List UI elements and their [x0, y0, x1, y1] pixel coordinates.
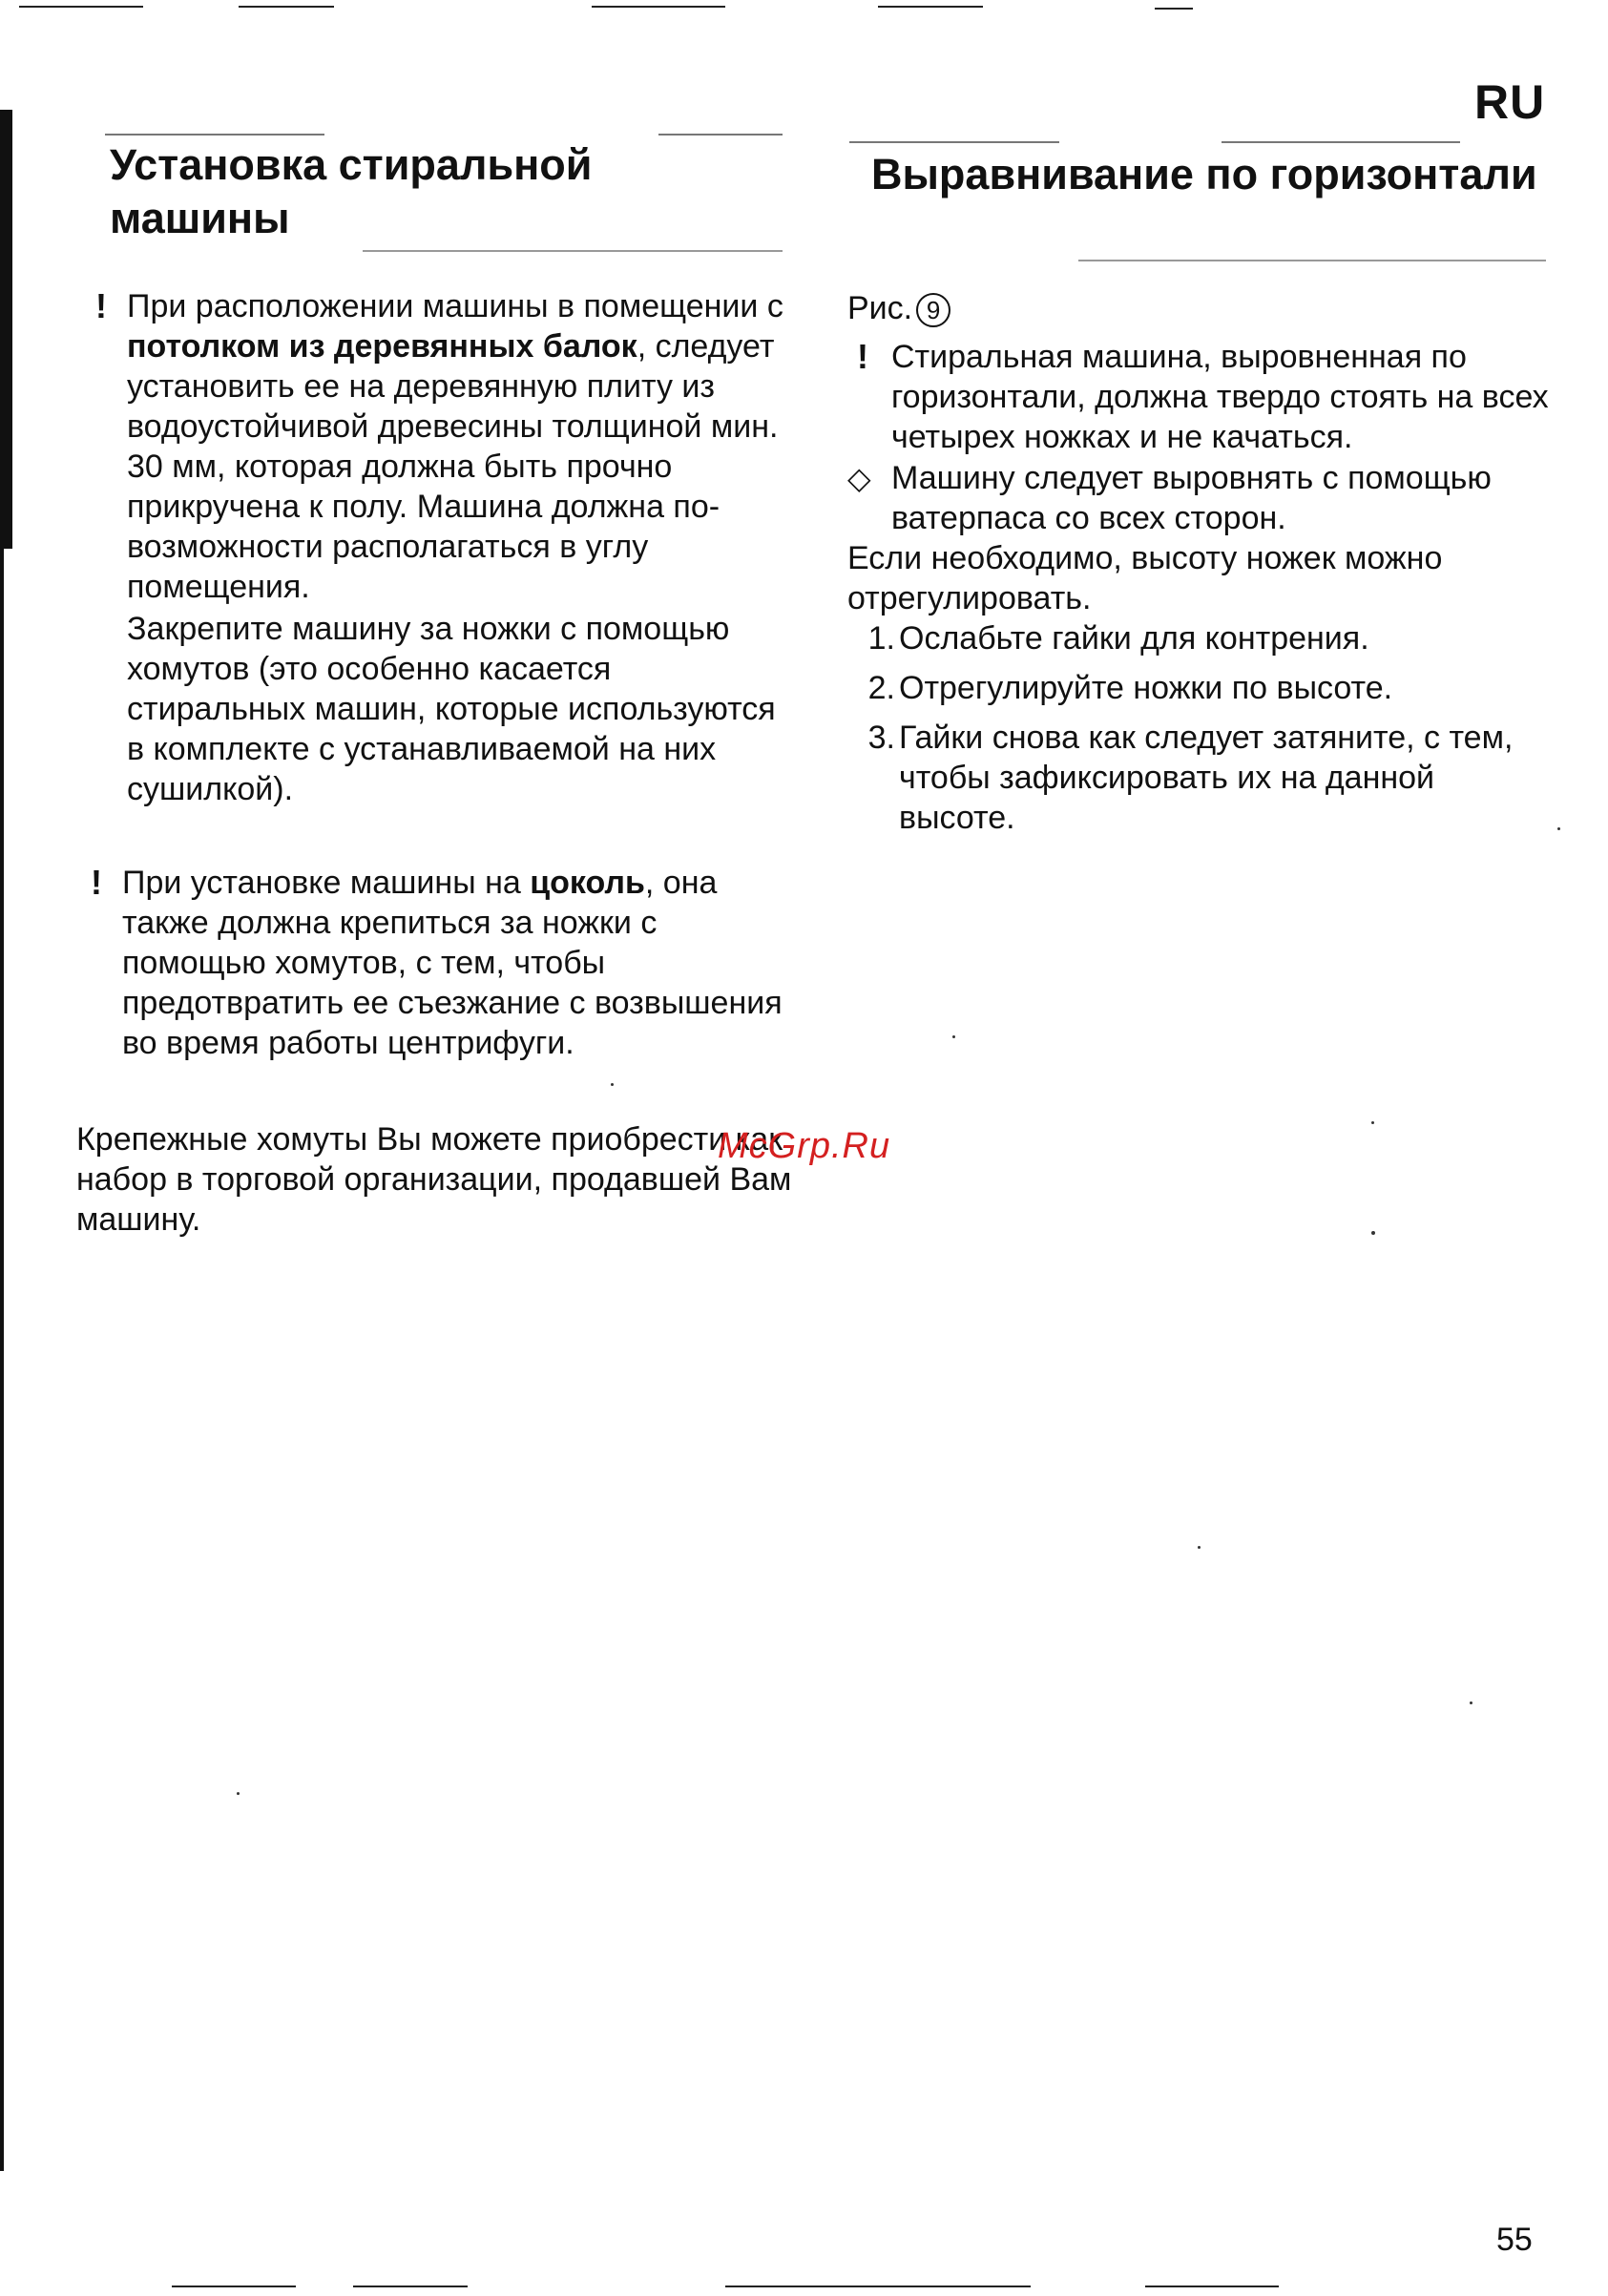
warning-text: При установке машины на [122, 865, 531, 901]
warning-emphasis: цоколь [530, 865, 645, 901]
watermark: McGrp.Ru [718, 1126, 891, 1166]
scan-speck [1371, 1121, 1374, 1124]
section-title-leveling: Выравнивание по горизонтали [871, 150, 1537, 198]
warning-text: , она также должна крепиться за ножки с помощью хомутов, с тем, чтобы предотвратить ее съезжание с возвышения во время работы центрифуги. [122, 865, 783, 1061]
scan-bottom-line [1145, 2286, 1279, 2287]
adjustment-steps [847, 618, 1554, 847]
title-frame-line [849, 141, 1059, 143]
scan-speck [1557, 827, 1560, 830]
warning-block-plinth [91, 863, 792, 1063]
language-badge: RU [1474, 75, 1546, 129]
scan-speck [611, 1083, 614, 1086]
step-number: 2. [867, 670, 895, 706]
scan-speck [952, 1035, 955, 1038]
adjustment-step [847, 718, 1554, 838]
scan-speck [1371, 1231, 1375, 1235]
diamond-icon: ◇ [847, 461, 871, 495]
adjustment-step [847, 618, 1554, 658]
scan-top-line [878, 6, 983, 8]
warning-block-leveling [857, 337, 1554, 457]
step-number: 3. [867, 720, 895, 756]
title-frame-line [363, 250, 783, 252]
scan-speck [1470, 1701, 1472, 1704]
tip-text: Машину следует выровнять с помощью ватерпаса со всех сторон. [891, 460, 1492, 536]
scan-top-line [239, 6, 334, 8]
scan-top-line [1155, 8, 1193, 10]
exclamation-icon: ! [95, 286, 107, 325]
scan-bottom-line [172, 2286, 296, 2287]
warning-text: , следует установить ее на деревянную плиту из водоустойчивой древесины толщиной мин. 30 мм, которая должна быть прочно прикручена к полу. Машина должна по-возможности располагаться в углу помещения. [127, 328, 779, 605]
exclamation-icon: ! [91, 863, 102, 902]
warning-text: При расположении машины в помещении с [127, 288, 783, 324]
section-title-installation: Установка стиральной машины [110, 140, 593, 242]
title-frame-line [1222, 141, 1460, 143]
warning-emphasis: потолком из деревянных балок [127, 328, 637, 365]
step-text: Отрегулируйте ножки по высоте. [899, 670, 1393, 706]
step-number: 1. [867, 620, 895, 657]
scan-top-line [592, 6, 725, 8]
tip-block-spirit-level [847, 458, 1554, 538]
page-number: 55 [1496, 2222, 1533, 2258]
title-frame-line [658, 134, 783, 136]
step-text: Ослабьте гайки для контрения. [899, 620, 1369, 657]
adjustment-intro: Если необходимо, высоту ножек можно отрегулировать. [847, 540, 1443, 616]
adjustment-step [847, 668, 1554, 708]
step-text: Гайки снова как следует затяните, с тем, чтобы зафиксировать их на данной высоте. [899, 720, 1514, 836]
figure-number-circle: 9 [916, 293, 950, 327]
title-frame-line [105, 134, 324, 136]
scan-bottom-line [353, 2286, 468, 2287]
warning-text: Стиральная машина, выровненная по горизонтали, должна твердо стоять на всех четырех ножках и не качаться. [891, 339, 1549, 455]
clamp-instruction: Закрепите машину за ножки с помощью хомутов (это особенно касается стиральных машин, которые используются в комплекте с устанавливаемой на них сушилкой). [127, 611, 776, 807]
figure-label: Рис. [847, 290, 913, 326]
title-frame-line [1078, 260, 1546, 261]
scan-speck [237, 1792, 240, 1795]
scan-bottom-line [725, 2286, 1031, 2287]
scan-left-edge-line [0, 549, 4, 2171]
clamp-purchase-note: Крепежные хомуты Вы можете приобрести как набор в торговой организации, продавшей Вам машину. [76, 1121, 792, 1238]
figure-reference [847, 288, 950, 328]
scan-speck [1198, 1546, 1201, 1549]
warning-block-wooden-ceiling [95, 286, 792, 809]
scan-left-edge-line [0, 110, 12, 549]
exclamation-icon: ! [857, 337, 868, 376]
scan-top-line [19, 6, 143, 8]
